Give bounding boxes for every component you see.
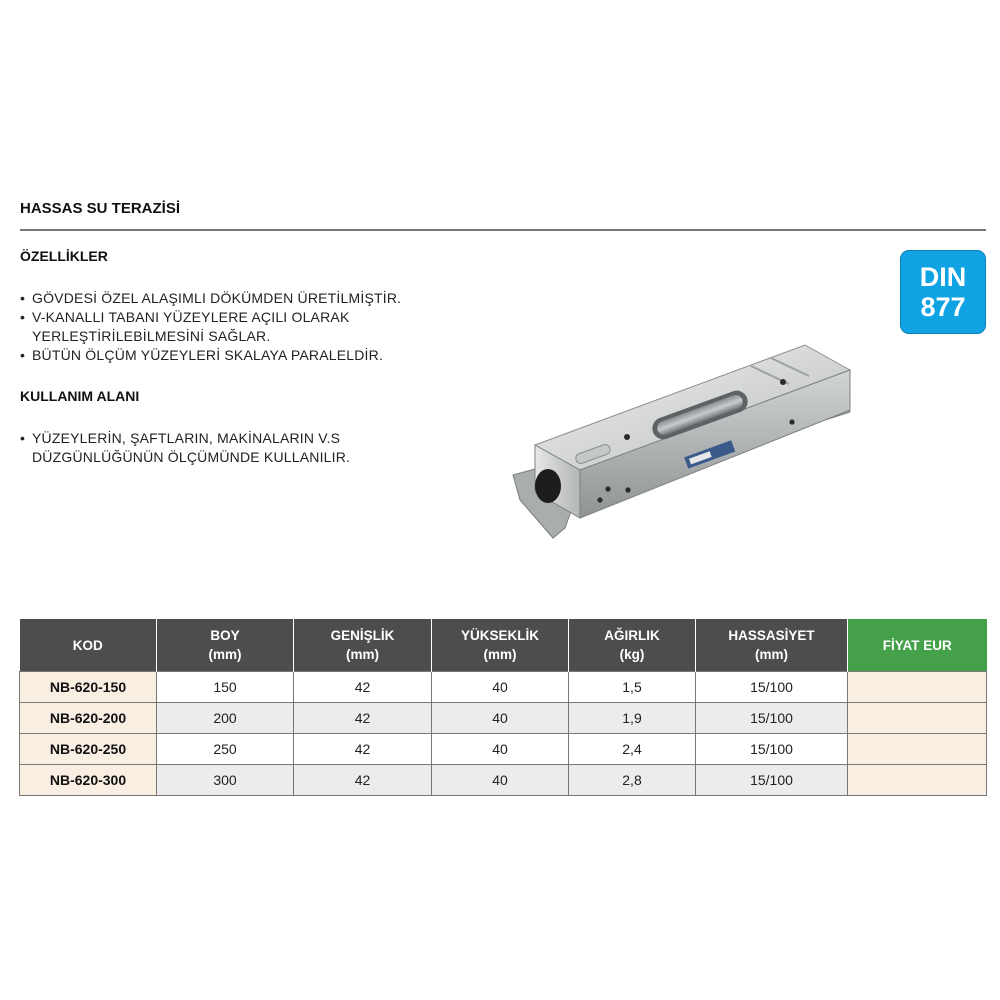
cell-kod: NB-620-150 — [20, 672, 157, 703]
table-row — [20, 703, 987, 734]
header-yukseklik: YÜKSEKLİK (mm) — [432, 619, 569, 672]
cell-agirlik: 2,4 — [569, 734, 696, 765]
features-list — [20, 289, 401, 365]
cell-fiyat — [848, 734, 987, 765]
cell-boy: 200 — [157, 703, 294, 734]
badge-line2: 877 — [920, 292, 966, 322]
cell-yukseklik: 40 — [432, 734, 569, 765]
cell-agirlik: 1,5 — [569, 672, 696, 703]
header-agirlik: AĞIRLIK (kg) — [569, 619, 696, 672]
cell-agirlik: 1,9 — [569, 703, 696, 734]
header-boy: BOY (mm) — [157, 619, 294, 672]
table-row — [20, 734, 987, 765]
cell-fiyat — [848, 765, 987, 796]
cell-genislik: 42 — [294, 703, 432, 734]
cell-fiyat — [848, 703, 987, 734]
cell-agirlik: 2,8 — [569, 765, 696, 796]
cell-hassasiyet: 15/100 — [696, 734, 848, 765]
cell-fiyat — [848, 672, 987, 703]
page-title: HASSAS SU TERAZİSİ — [20, 200, 181, 217]
cell-genislik: 42 — [294, 765, 432, 796]
table-row — [20, 765, 987, 796]
cell-hassasiyet: 15/100 — [696, 672, 848, 703]
header-kod: KOD — [20, 619, 157, 672]
cell-kod: NB-620-300 — [20, 765, 157, 796]
cell-genislik: 42 — [294, 734, 432, 765]
cell-kod: NB-620-250 — [20, 734, 157, 765]
cell-yukseklik: 40 — [432, 672, 569, 703]
cell-yukseklik: 40 — [432, 703, 569, 734]
header-genislik: GENİŞLİK (mm) — [294, 619, 432, 672]
title-divider — [20, 229, 986, 231]
badge-line1: DIN — [919, 262, 967, 292]
din-877-badge — [900, 250, 986, 334]
cell-hassasiyet: 15/100 — [696, 703, 848, 734]
table-row — [20, 672, 987, 703]
feature-item: • V-KANALLI TABANI YÜZEYLERE AÇILI OLARAK YERLEŞTİRİLEBİLMESİNİ SAĞLAR. — [20, 308, 401, 346]
features-heading: ÖZELLİKLER — [20, 248, 108, 264]
cell-hassasiyet: 15/100 — [696, 765, 848, 796]
precision-level-image — [505, 340, 855, 550]
feature-item: • GÖVDESİ ÖZEL ALAŞIMLI DÖKÜMDEN ÜRETİLMİŞTİR. — [20, 289, 401, 308]
table-header-row — [20, 619, 987, 672]
cell-genislik: 42 — [294, 672, 432, 703]
spec-table — [19, 619, 987, 796]
cell-boy: 250 — [157, 734, 294, 765]
cell-yukseklik: 40 — [432, 765, 569, 796]
usage-item: • YÜZEYLERİN, ŞAFTLARIN, MAKİNALARIN V.S DÜZGÜNLÜĞÜNÜN ÖLÇÜMÜNDE KULLANILIR. — [20, 429, 350, 467]
feature-item: • BÜTÜN ÖLÇÜM YÜZEYLERİ SKALAYA PARALELDİR. — [20, 346, 401, 365]
header-fiyat: FİYAT EUR — [848, 619, 987, 672]
usage-list — [20, 429, 350, 467]
header-hassasiyet: HASSASİYET (mm) — [696, 619, 848, 672]
cell-boy: 300 — [157, 765, 294, 796]
cell-boy: 150 — [157, 672, 294, 703]
cell-kod: NB-620-200 — [20, 703, 157, 734]
usage-heading: KULLANIM ALANI — [20, 388, 140, 404]
